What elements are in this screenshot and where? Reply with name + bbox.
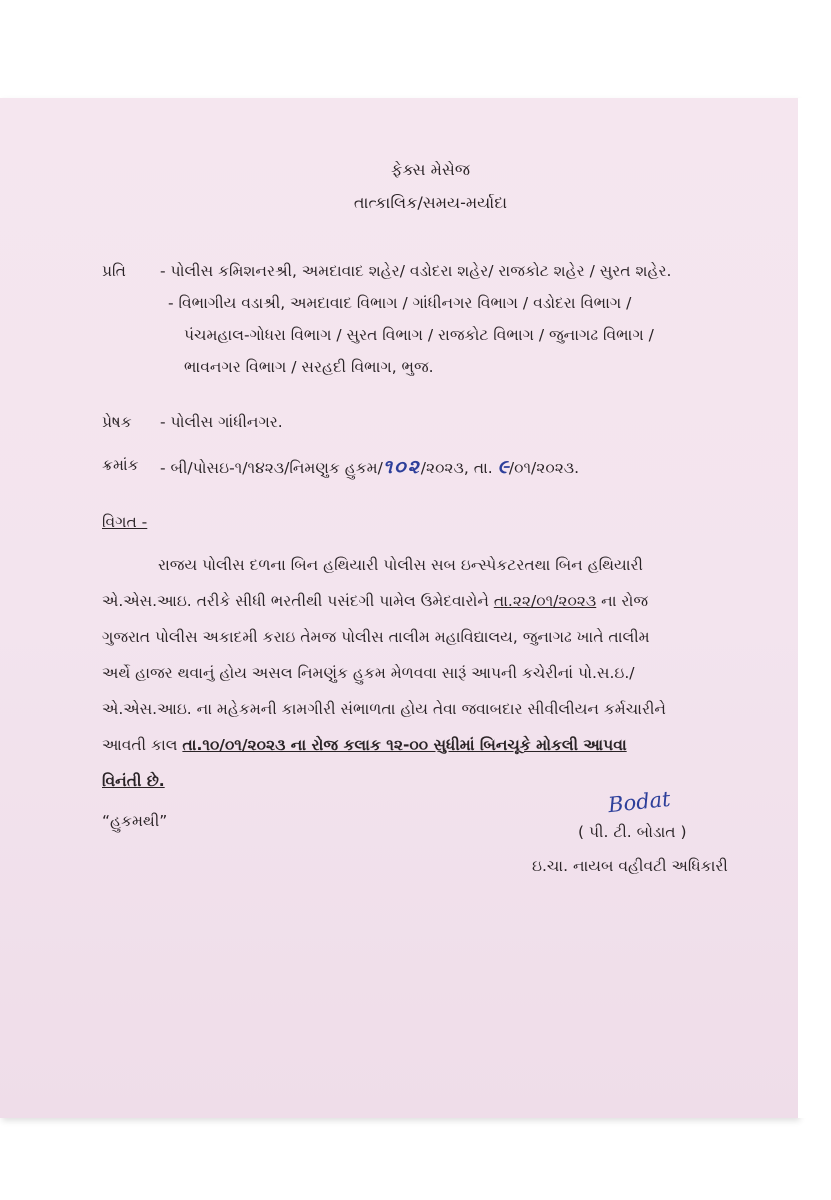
recipients-line-2: - વિભાગીય વડાશ્રી, અમદાવાદ વિભાગ / ગાંધીનગર વિભાગ / વડોદરા વિભાગ /	[168, 294, 632, 312]
recipients-line-4: ભાવનગર વિભાગ / સરહદી વિભાગ, ભુજ.	[184, 358, 434, 376]
reference-number	[160, 456, 579, 478]
recipients-label: પ્રતિ	[102, 262, 126, 280]
training-date: તા.૨૨/૦૧/૨૦૨૩	[493, 592, 597, 610]
details-line-6	[102, 736, 770, 755]
details-line-3: ગુજરાત પોલીસ અકાદમી કરાઇ તેમજ પોલીસ તાલીમ મહાવિદ્યાલય, જુનાગઢ ખાતે તાલીમ	[102, 628, 650, 646]
details-line-1: રાજય પોલીસ દળના બિન હથિયારી પોલીસ સબ ઇન્સ્પેકટરતથા બિન હથિયારી	[158, 556, 643, 574]
details-line-6-start: આવતી કાલ	[102, 736, 183, 754]
reference-prefix: - બી/પોસઇ-૧/૧૪૨૩/નિમણુક હુકમ/	[160, 459, 383, 477]
handwritten-order-number: ૧૦૨	[382, 456, 421, 478]
reference-label: ક્રમાંક	[102, 456, 139, 474]
request-text: વિનંતી છે.	[102, 772, 165, 790]
sender-value: - પોલીસ ગાંધીનગર.	[160, 413, 283, 431]
details-line-5: એ.એસ.આઇ. ના મહેકમની કામગીરી સંભાળતા હોય તેવા જવાબદાર સીવીલીયન કર્મચારીને	[102, 700, 666, 718]
deadline-text: તા.૧૦/૦૧/૨૦૨૩ ના રોજ કલાક ૧૨-૦૦ સુધીમાં બિનચૂકે મોકલી આપવા	[182, 736, 627, 754]
handwritten-day: ૯	[497, 456, 509, 478]
details-line-4: અર્થે હાજર થવાનું હોય અસલ નિમણુંક હુકમ મેળવવા સારૂં આપની કચેરીનાં પો.સ.ઇ./	[102, 664, 635, 682]
reference-middle: /૨૦૨૩, તા.	[420, 459, 493, 477]
details-line-2	[102, 592, 770, 611]
signatory-designation: ઇ.ચા. નાયબ વહીવટી અધિકારી	[532, 857, 728, 875]
handwritten-signature: Bodat	[606, 786, 672, 818]
recipients-line-1: - પોલીસ કમિશનરશ્રી, અમદાવાદ શહેર/ વડોદરા શહેર/ રાજકોટ શહેર / સુરત શહેર.	[160, 262, 672, 280]
signatory-name: ( પી. ટી. બોડાત )	[578, 823, 687, 841]
details-heading: વિગત -	[102, 513, 148, 531]
document-subtitle: તાત્કાલિક/સમય-મર્યાદા	[353, 193, 508, 212]
reference-suffix: /૦૧/૨૦૨૩.	[508, 459, 580, 477]
recipients-line-3: પંચમહાલ-ગોધરા વિભાગ / સુરત વિભાગ / રાજકોટ વિભાગ / જુનાગઢ વિભાગ /	[184, 326, 654, 344]
details-line-2-end: ના રોજ	[596, 592, 648, 610]
document-title: ફેક્સ મેસેજ	[391, 160, 470, 179]
sender-label: પ્રેષક	[102, 413, 132, 431]
background-strip	[798, 98, 831, 1118]
by-order-text: “હુકમથી”	[102, 812, 168, 830]
details-line-2-start: એ.એસ.આઇ. તરીકે સીધી ભરતીથી પસંદગી પામેલ ઉમેદવારોને	[102, 592, 494, 610]
